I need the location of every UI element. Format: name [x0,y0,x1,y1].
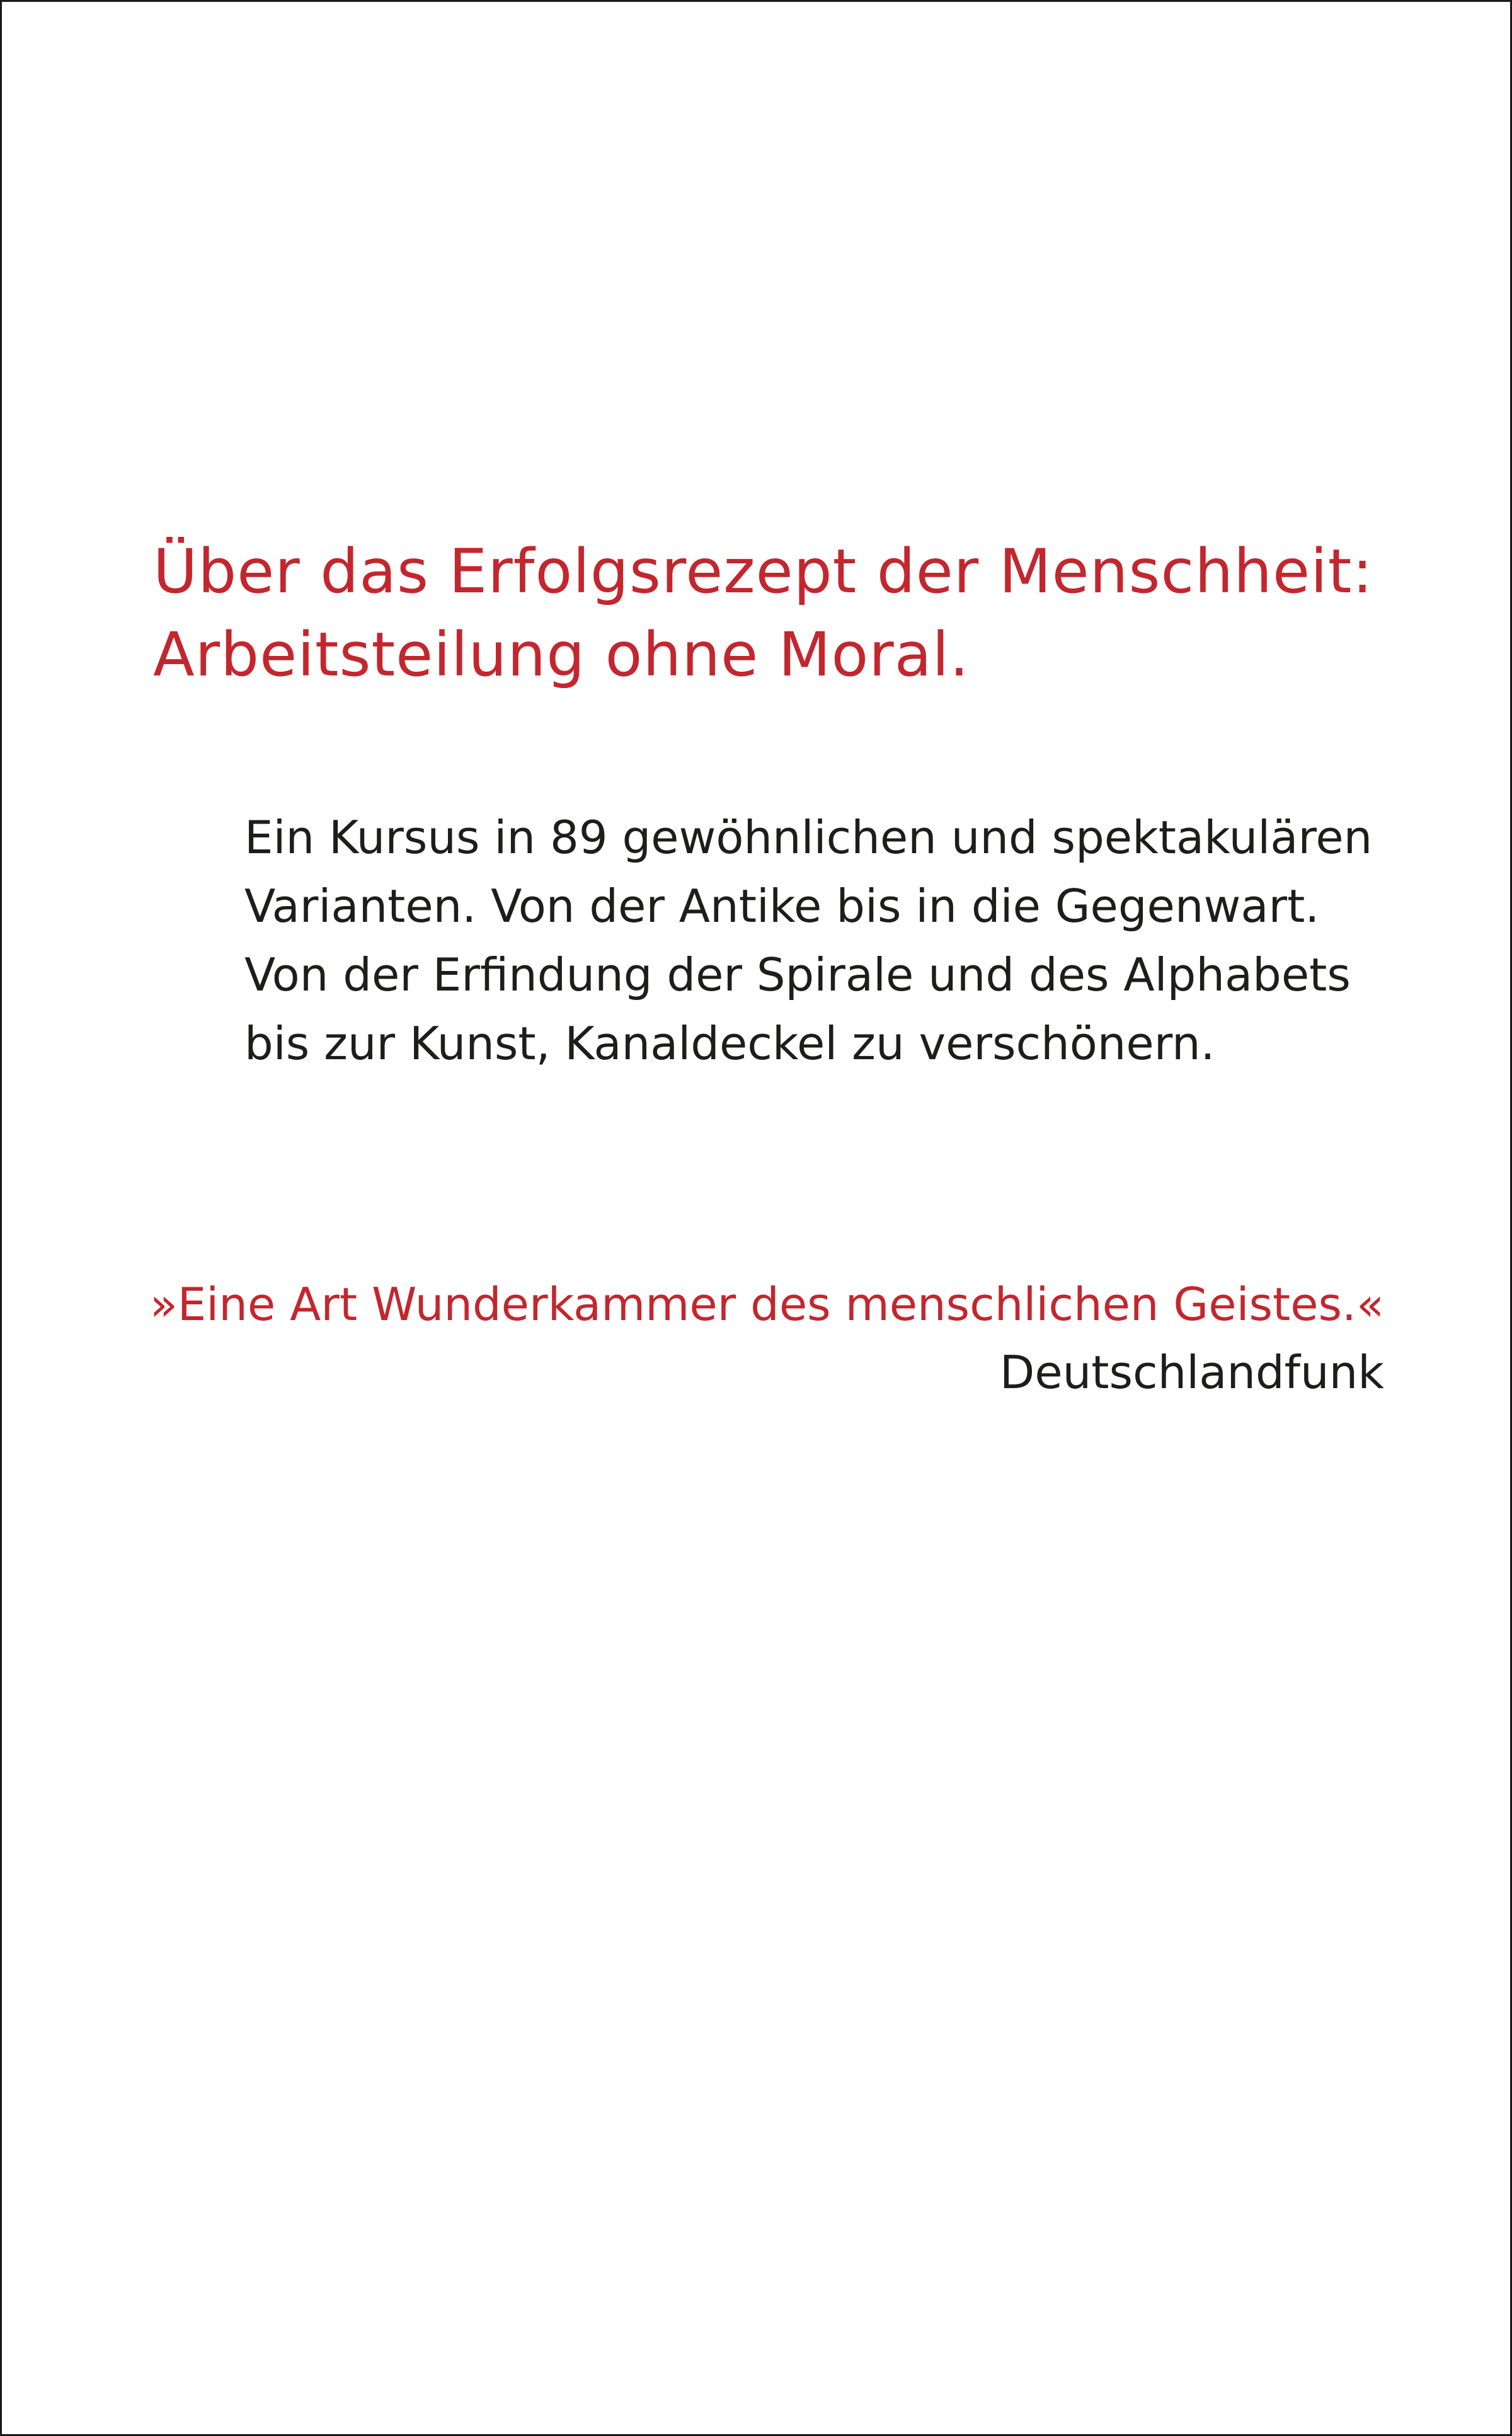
blurb-line: bis zur Kunst, Kanaldeckel zu verschönern. [244,1017,1215,1070]
headline-line: Über das Erfolgsrezept der Menschheit: [153,536,1373,607]
review-source: Deutschlandfunk [999,1346,1384,1399]
blurb-line: Varianten. Von der Antike bis in die Gegenwart. [244,880,1320,933]
review-quote: »Eine Art Wunderkammer des menschlichen Geistes.« [149,1278,1384,1331]
blurb-line: Von der Erfindung der Spirale und des Alphabets [244,948,1351,1001]
blurb-text [244,803,1441,1078]
headline-line: Arbeitsteilung ohne Moral. [153,619,970,690]
blurb-line: Ein Kursus in 89 gewöhnlichen und spektakulären [244,811,1373,864]
headline [153,530,1413,696]
